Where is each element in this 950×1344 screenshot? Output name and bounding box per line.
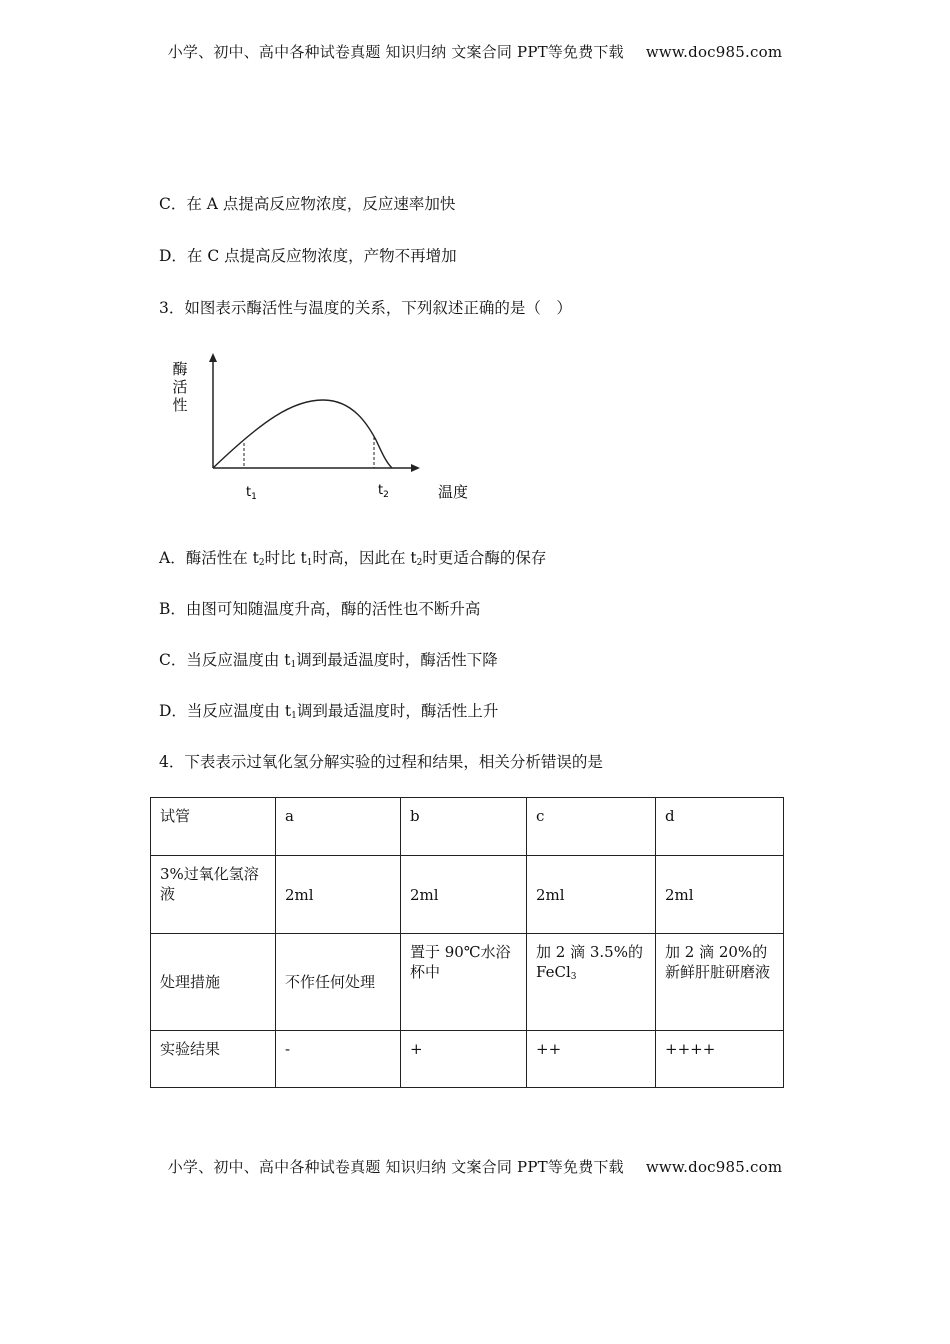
table-cell: - [276, 1031, 401, 1088]
table-cell: ++++ [656, 1031, 784, 1088]
table-cell: 不作任何处理 [276, 934, 401, 1031]
q3-option-b: B．由图可知随温度升高，酶的活性也不断升高 [159, 600, 481, 618]
table-cell: ++ [527, 1031, 656, 1088]
table-row [151, 1031, 784, 1088]
header-text: 小学、初中、高中各种试卷真题 知识归纳 文案合同 PPT等免费下载 [167, 43, 624, 61]
table-cell: 加 2 滴 3.5%的FeCl$_3$ [527, 934, 656, 1031]
footer-site[interactable]: www.doc985.com [645, 1158, 783, 1176]
table-cell: 加 2 滴 20%的新鲜肝脏研磨液 [656, 934, 784, 1031]
table-cell: + [401, 1031, 527, 1088]
q4-stem: 4．下表表示过氧化氢分解实验的过程和结果，相关分析错误的是 [159, 753, 603, 771]
table-cell: 处理措施 [151, 934, 276, 1031]
table-cell: 置于 90℃水浴杯中 [401, 934, 527, 1031]
header-site[interactable]: www.doc985.com [645, 43, 783, 61]
table-cell: 2ml [527, 856, 656, 934]
page-header [0, 41, 950, 62]
y-axis-arrow [209, 353, 217, 362]
y-label-char-3: 性 [172, 396, 188, 414]
activity-curve [213, 400, 392, 468]
t1-label: $t_1$ [246, 485, 257, 502]
page-footer [0, 1156, 950, 1177]
experiment-table [150, 797, 784, 1088]
table-cell: 2ml [276, 856, 401, 934]
table-cell: 2ml [656, 856, 784, 934]
y-label-char-2: 活 [172, 378, 188, 396]
y-label-char-1: 酶 [172, 360, 188, 378]
table-cell: 实验结果 [151, 1031, 276, 1088]
table-row [151, 856, 784, 934]
q3-option-c: C．当反应温度由 $t_1$调到最适温度时，酶活性下降 [159, 651, 498, 670]
q3-stem: 3．如图表示酶活性与温度的关系，下列叙述正确的是（ ） [159, 299, 572, 317]
q3-option-a: A．酶活性在 $t_2$时比 $t_1$时高，因此在 $t_2$时更适合酶的保存 [159, 549, 547, 568]
table-cell: a [276, 798, 401, 856]
enzyme-curve-svg [168, 350, 488, 510]
table-cell: 试管 [151, 798, 276, 856]
q3-option-d: D．当反应温度由 $t_1$调到最适温度时，酶活性上升 [159, 702, 499, 721]
table-cell: 3%过氧化氢溶液 [151, 856, 276, 934]
t2-label: $t_2$ [378, 483, 389, 500]
enzyme-temperature-figure [168, 350, 488, 510]
table-cell: c [527, 798, 656, 856]
x-axis-arrow [411, 464, 420, 472]
table-row [151, 934, 784, 1031]
x-axis-label: 温度 [438, 483, 469, 501]
table-cell: d [656, 798, 784, 856]
q2-option-d: D．在 C 点提高反应物浓度，产物不再增加 [159, 247, 457, 265]
table-cell: b [401, 798, 527, 856]
table-row [151, 798, 784, 856]
table-cell: 2ml [401, 856, 527, 934]
footer-text: 小学、初中、高中各种试卷真题 知识归纳 文案合同 PPT等免费下载 [167, 1158, 624, 1176]
q2-option-c: C．在 A 点提高反应物浓度，反应速率加快 [159, 195, 456, 213]
